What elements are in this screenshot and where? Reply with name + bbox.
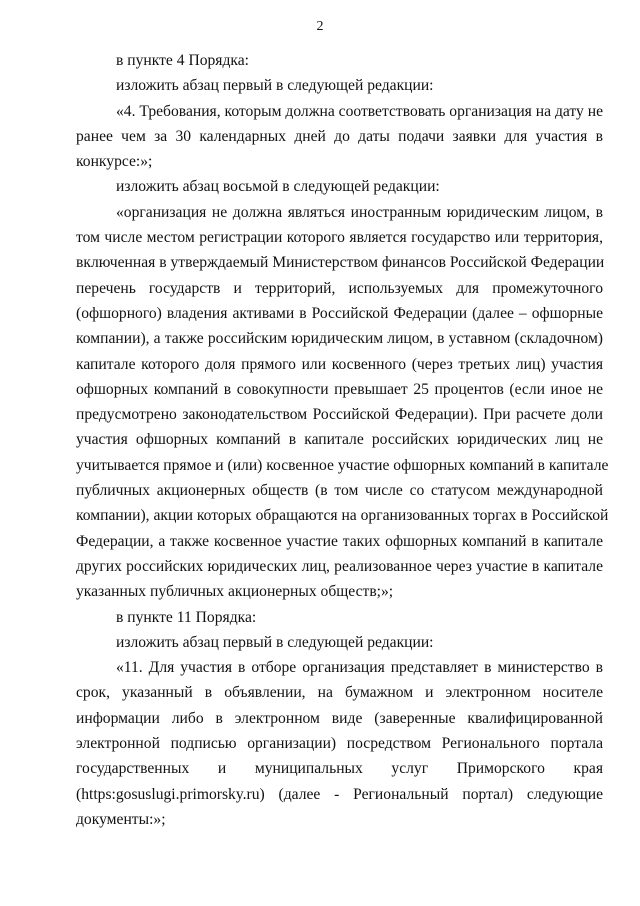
text-line: «4. Требования, которым должна соответствовать организация на дату не: [116, 102, 603, 120]
text-line: государственных и муниципальных услуг Приморского края: [76, 760, 603, 778]
text-line: Федерации, а также косвенное участие таких офшорных компаний в капитале: [76, 532, 603, 550]
text-line: предусмотрено законодательством Российской Федерации). При расчете доли: [76, 406, 603, 424]
text-line: (офшорного) владения активами в Российской Федерации (далее – офшорные: [76, 304, 603, 322]
text-line: других российских юридических лиц, реализованное через участие в капитале: [76, 557, 603, 575]
paragraph: [76, 48, 603, 73]
text-line: документы:»;: [76, 810, 166, 828]
text-line: в пункте 4 Порядка:: [116, 52, 250, 69]
text-line: ранее чем за 30 календарных дней до даты подачи заявки для участия в: [76, 127, 603, 145]
text-line: указанных публичных акционерных обществ;»;: [76, 583, 394, 601]
text-line: информации либо в электронном виде (заверенные квалифицированной: [76, 709, 603, 727]
paragraph: [76, 630, 603, 655]
paragraph: [76, 99, 603, 175]
text-line: перечень государств и территорий, используемых для промежуточного: [76, 279, 603, 297]
text-line: конкурсе:»;: [76, 153, 153, 171]
text-line: в пункте 11 Порядка:: [116, 608, 257, 626]
document-body: [76, 48, 609, 832]
page-number: 2: [316, 19, 324, 34]
text-line: капитале которого доля прямого или косвенного (через третьих лиц) участия: [76, 355, 603, 373]
text-line: изложить абзац восьмой в следующей редакции:: [116, 178, 440, 196]
text-line: публичных акционерных обществ (в том числе со статусом международной: [76, 482, 603, 500]
text-line: включенная в утверждаемый Министерством финансов Российской Федерации: [76, 254, 605, 272]
paragraph: [76, 174, 603, 199]
paragraph: [76, 605, 603, 630]
text-line: электронной подписью организации) посредством Регионального портала: [76, 735, 603, 753]
text-line: «11. Для участия в отборе организация представляет в министерство в: [116, 659, 603, 677]
text-line: компании), акции которых обращаются на организованных торгах в Российской: [76, 507, 609, 525]
text-line: срок, указанный в объявлении, на бумажном и электронном носителе: [76, 684, 603, 702]
paragraph: [76, 655, 603, 832]
text-line: (https:gosuslugi.primorsky.ru) (далее - Региональный портал) следующие: [76, 785, 603, 803]
paragraph: [76, 200, 609, 605]
text-line: компании), а также российским юридическим лицом, в уставном (складочном): [76, 330, 603, 348]
text-line: «организация не должна являться иностранным юридическим лицом, в: [116, 203, 603, 221]
paragraph: [76, 73, 603, 98]
text-line: том числе местом регистрации которого является государство или территория,: [76, 229, 603, 247]
text-line: изложить абзац первый в следующей редакции:: [116, 633, 434, 651]
text-line: участия офшорных компаний в капитале российских юридических лиц не: [76, 431, 603, 449]
text-line: учитывается прямое и (или) косвенное участие офшорных компаний в капитале: [76, 456, 609, 474]
text-line: офшорных компаний в совокупности превышает 25 процентов (если иное не: [76, 380, 603, 398]
text-line: изложить абзац первый в следующей редакции:: [116, 77, 434, 95]
